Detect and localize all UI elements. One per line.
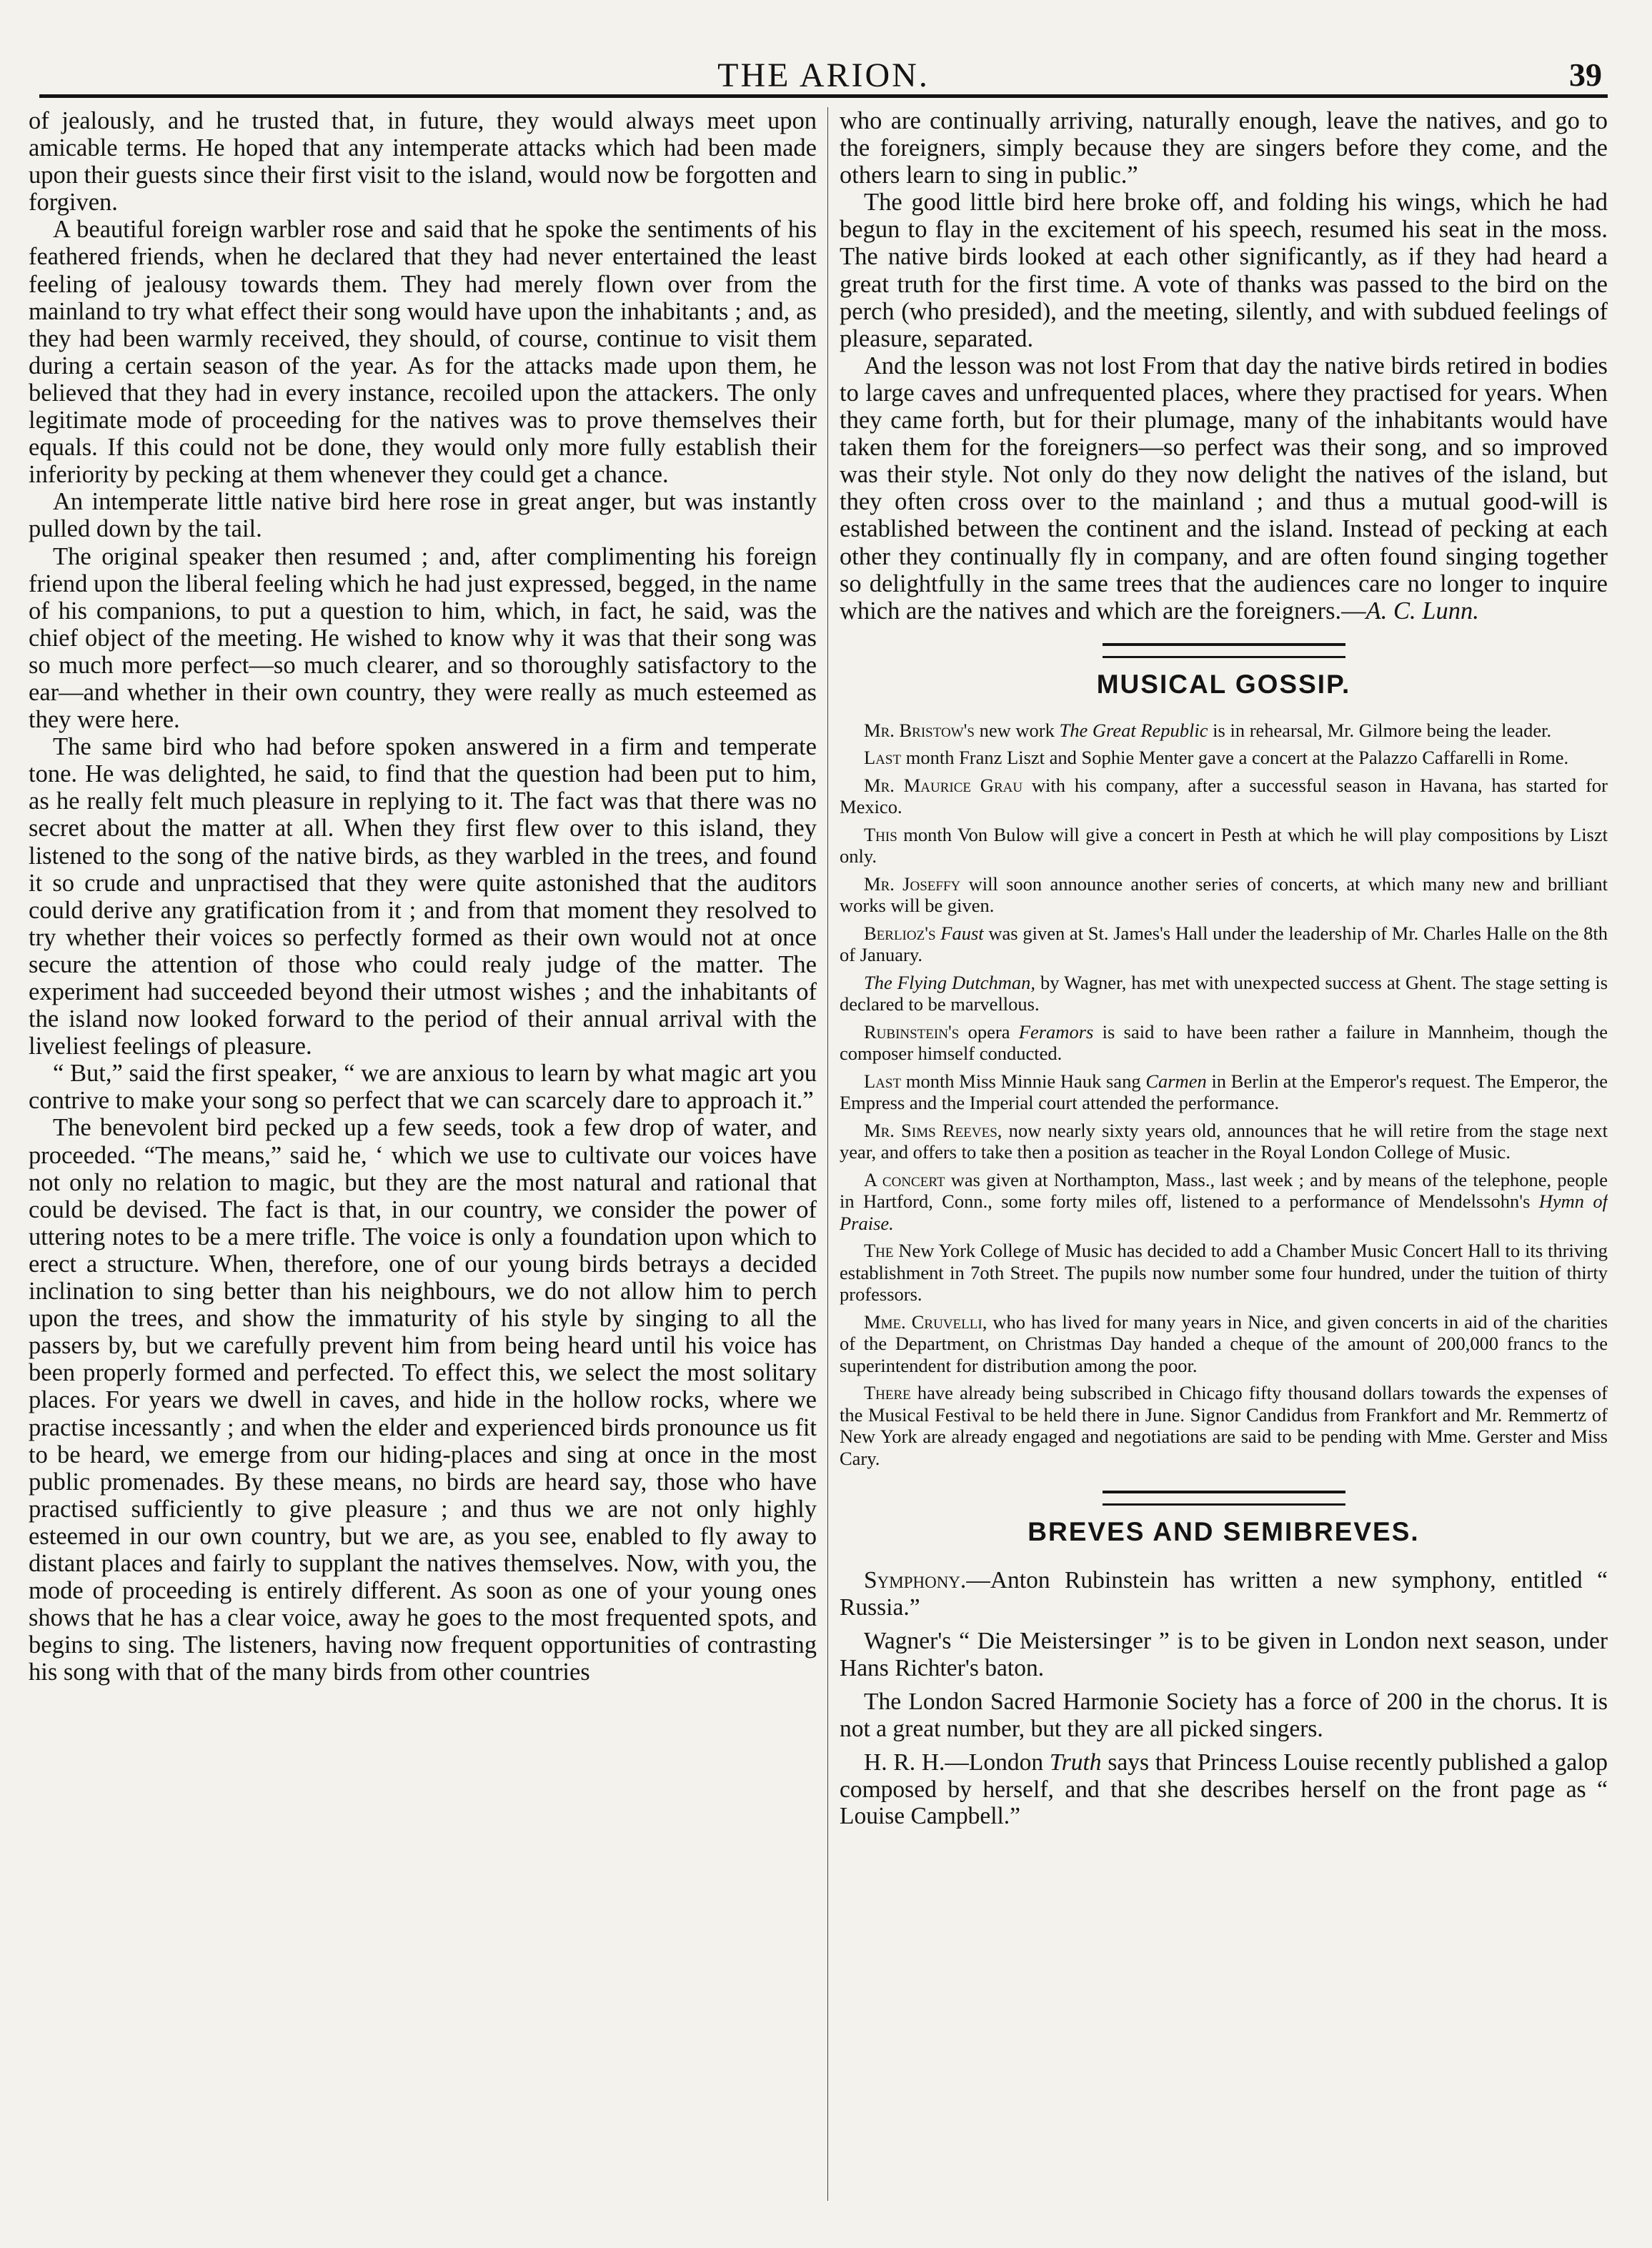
- page-header: [39, 43, 1608, 93]
- gossip-item-text: with his company, after a successful season in Havana, has started for Mexico.: [840, 774, 1608, 818]
- story-paragraph: who are continually arriving, naturally enough, leave the natives, and go to the foreigners, simply because they are singers before they come, and the others learn to sing in public.”: [840, 107, 1608, 189]
- gossip-item-text: New York College of Music has decided to add a Chamber Music Concert Hall to its thriving establishment in 7oth Street. The pupils now number some four hundred, under the tuition of thirty professors.: [840, 1240, 1608, 1305]
- gossip-item: [840, 824, 1608, 867]
- breves-heading: BREVES AND SEMIBREVES.: [1027, 1517, 1420, 1547]
- gossip-item-lead: There: [864, 1382, 911, 1404]
- story-paragraph: The benevolent bird pecked up a few seeds, took a few drop of water, and proceeded. “The means,” said he, ‘ which we use to cultivate our voices have not only no relation to magic, but they are the most natural and rational that could be devised. The fact is that, in our country, we consider the power of uttering notes to be a mere trifle. The voice is only a foundation upon which to erect a structure. When, therefore, one of our young birds betrays a decided inclination to sing better than his neighbours, we do not allow him to perch upon the trees, and show the immaturity of his style by singing to all the passers by, but we carefully prevent him from being heard until his voice has been properly formed and perfected. To effect this, we select the most solitary places. For years we dwell in caves, and hide in the hollow rocks, where we practise incessantly ; and when the elder and experienced birds pronounce us fit to be heard, we emerge from our hiding-places and sing at once in the most public promenades. By these means, no birds are heard say, those who have practised sufficiently to give pleasure ; and thus we are not only highly esteemed in our own country, but we are, as you see, enabled to fly away to distant places and fairly to supplant the natives themselves. Now, with you, the mode of proceeding is entirely different. As soon as one of your young ones shows that he has a clear voice, away he goes to the most frequented spots, and begins to sing. The listeners, having now frequent opportunities of contrasting his song with that of the many birds from other countries: [29, 1114, 817, 1686]
- breves-item: [840, 1689, 1608, 1742]
- gossip-item-text: opera: [959, 1020, 1019, 1043]
- gossip-item-lead: Mme. Cruvelli,: [864, 1310, 987, 1333]
- story-paragraph: The same bird who had before spoken answered in a firm and temperate tone. He was delighted, he said, to find that the question had been put to him, as he really felt much pleasure in replying to it. The fact was that there was no secret about the matter at all. When they first flew over to this island, they listened to the song of the native birds, as they warbled in the trees, and found it so crude and unpractised that they were quite astonished that the auditors could derive any gratification from it ; and from that moment they resolved to try whether their voices so perfectly formed as their own would not at once secure the attention of those who could realy judge of the matter. The experiment had succeeded beyond their utmost wishes ; and the inhabitants of the island now looked forward to the period of their annual arrival with the liveliest feelings of pleasure.: [29, 733, 817, 1060]
- gossip-item: [840, 1021, 1608, 1065]
- gossip-item-italic: The Great Republic: [1059, 719, 1208, 741]
- right-column: [840, 107, 1608, 2208]
- gossip-item-lead: Mr. Bristow's: [864, 719, 975, 741]
- page-number: 39: [1569, 56, 1602, 93]
- gossip-item-lead: A concert: [864, 1168, 945, 1190]
- story-paragraph: The good little bird here broke off, and folding his wings, which he had begun to flay in the excitement of his speech, resumed his seat in the moss. The native birds looked at each other significantly, as if they had heard a great truth for the first time. A vote of thanks was passed to the bird on the perch (who presided), and the meeting, silently, and with subdued feelings of pleasure, separated.: [840, 189, 1608, 352]
- gossip-item-italic: The Flying Dutchman,: [864, 971, 1036, 993]
- gossip-item: [840, 1120, 1608, 1163]
- gossip-item: [840, 1382, 1608, 1469]
- gossip-item-text: was given at Northampton, Mass., last week ; and by means of the telephone, people in Hartford, Conn., some forty miles off, listened to a performance of Mendelssohn's: [840, 1168, 1608, 1213]
- gossip-item: [840, 775, 1608, 818]
- gossip-item-lead: The: [864, 1240, 894, 1262]
- gossip-item-tail: is in rehearsal, Mr. Gilmore being the leader.: [1208, 719, 1552, 741]
- gossip-item-italic: Hymn of Praise.: [840, 1190, 1608, 1234]
- gossip-item-lead: This: [864, 823, 897, 845]
- gossip-item-lead: Last: [864, 1070, 902, 1092]
- gossip-item-tail: was given at St. James's Hall under the leadership of Mr. Charles Halle on the 8th of January.: [840, 922, 1608, 966]
- gossip-item-lead: Mr. Maurice Grau: [864, 774, 1023, 796]
- story-paragraph: The original speaker then resumed ; and, after complimenting his foreign friend upon the liberal feeling which he had just expressed, begged, in the name of his companions, to put a question to him, which, in fact, he said, was the chief object of the meeting. He wished to know why it was that their song was so much more perfect—so much clearer, and so thoroughly satisfactory to the ear—and whether in their own country, they were really as much esteemed as they were here.: [29, 542, 817, 734]
- breves-item-text: H. R. H.—London: [864, 1749, 1050, 1776]
- breves-item: [840, 1749, 1608, 1830]
- running-title: THE ARION.: [717, 56, 930, 94]
- gossip-item-italic: Faust: [940, 922, 984, 944]
- gossip-item-tail: in Berlin at the Emperor's request. The Emperor, the Empress and the Imperial court attended the performance.: [840, 1070, 1608, 1114]
- gossip-item-text: month Von Bulow will give a concert in Pesth at which he will play compositions by Liszt only.: [840, 823, 1608, 867]
- section-divider: [1103, 1491, 1345, 1506]
- gossip-item: [840, 873, 1608, 917]
- gossip-item: [840, 747, 1608, 769]
- gossip-item-text: have already being subscribed in Chicago fifty thousand dollars towards the expenses of the Musical Festival to be held there in June. Signor Candidus from Frankfort and Mr. Remmertz of New York are already engaged and negotiations are said to be pending with Mme. Gerster and Miss Cary.: [840, 1382, 1608, 1469]
- breves-item-text: —Anton Rubinstein has written a new symphony, entitled “ Russia.”: [840, 1567, 1608, 1621]
- gossip-item-italic: Feramors: [1018, 1020, 1094, 1043]
- breves-item-tail: says that Princess Louise recently published a galop composed by herself, and that she describes herself on the front page as “ Louise Campbell.”: [840, 1749, 1608, 1830]
- gossip-item: [840, 1169, 1608, 1235]
- header-rule: [39, 94, 1608, 98]
- breves-item-italic: Truth: [1049, 1749, 1102, 1776]
- gossip-item-text: now nearly sixty years old, announces that he will retire from the stage next year, and offers to take then a position as teacher in the Royal London College of Music.: [840, 1119, 1608, 1163]
- breves-item-text: Wagner's “ Die Meistersinger ” is to be given in London next season, under Hans Richter's baton.: [840, 1628, 1608, 1681]
- gossip-item-tail: by Wagner, has met with unexpected success at Ghent. The stage setting is declared to be marvellous.: [840, 971, 1608, 1015]
- breves-item-text: The London Sacred Harmonie Society has a force of 200 in the chorus. It is not a great number, but they are all picked singers.: [840, 1689, 1608, 1742]
- story-paragraph: A beautiful foreign warbler rose and said that he spoke the sentiments of his feathered friends, when he declared that they had never entertained the least feeling of jealousy towards them. They had merely flown over from the mainland to try what effect their song would have upon the inhabitants ; and, as they had been warmly received, they should, of course, continue to visit them during a certain season of the year. As for the attacks made upon them, he believed that they had in every instance, recoiled upon the attackers. The only legitimate mode of proceeding for the natives was to prove themselves their equals. If this could not be done, they would only more fully establish their inferiority by pecking at them whenever they could get a chance.: [29, 216, 817, 489]
- breves-item: [840, 1628, 1608, 1681]
- gossip-item: [840, 972, 1608, 1015]
- column-rule: [827, 107, 828, 2201]
- author-byline: A. C. Lunn.: [1365, 597, 1479, 625]
- gossip-item: [840, 1070, 1608, 1114]
- gossip-item: [840, 922, 1608, 966]
- gossip-item-tail: is said to have been rather a failure in Mannheim, though the composer himself conducted.: [840, 1020, 1608, 1065]
- breves-list: [840, 1567, 1608, 1830]
- story-paragraph: [840, 352, 1608, 625]
- story-paragraph: “ But,” said the first speaker, “ we are anxious to learn by what magic art you contrive to make your song so perfect that we can scarcely dare to approach it.”: [29, 1060, 817, 1115]
- gossip-item-text: who has lived for many years in Nice, and given concerts in aid of the charities of the Department, on Christmas Day handed a cheque of the amount of 200,000 francs to the superintendent for distribution among the poor.: [840, 1310, 1608, 1376]
- gossip-item-lead: Mr. Joseffy: [864, 872, 961, 895]
- section-divider: [1103, 643, 1345, 658]
- musical-gossip-list: [840, 720, 1608, 1470]
- breves-item-lead: Symphony.: [864, 1567, 967, 1594]
- gossip-item: [840, 1311, 1608, 1377]
- left-column: [29, 107, 817, 2208]
- gossip-item-italic: Carmen: [1145, 1070, 1207, 1092]
- gossip-item-text: new work: [975, 719, 1060, 741]
- story-closing-text: And the lesson was not lost From that day the native birds retired in bodies to large caves and unfrequented places, where they practised for years. When they came forth, but for their plumage, many of the inhabitants would have taken them for the foreigners—so perfect was their song, and so improved was their style. Not only do they now delight the natives of the island, but they often cross over to the mainland ; and thus a mutual good-will is established between the continent and the island. Instead of pecking at each other they continually fly in company, and are often found singing together so delightfully in the same trees that the audiences care no longer to inquire which are the natives and which are the foreigners.—: [840, 352, 1608, 625]
- gossip-item-lead: Last: [864, 747, 902, 769]
- gossip-item-text: month Franz Liszt and Sophie Menter gave a concert at the Palazzo Caffarelli in Rome.: [901, 747, 1569, 769]
- gossip-item-lead: Rubinstein's: [864, 1020, 960, 1043]
- gossip-item-text: will soon announce another series of concerts, at which many new and brilliant works will be given.: [840, 872, 1608, 917]
- story-paragraph: An intemperate little native bird here rose in great anger, but was instantly pulled down by the tail.: [29, 488, 817, 543]
- gossip-item: [840, 1240, 1608, 1305]
- gossip-item-lead: Berlioz's: [864, 922, 936, 944]
- gossip-item-text: month Miss Minnie Hauk sang: [901, 1070, 1146, 1092]
- breves-item: [840, 1567, 1608, 1621]
- musical-gossip-heading: MUSICAL GOSSIP.: [1096, 669, 1351, 699]
- gossip-item: [840, 720, 1608, 742]
- story-paragraph: of jealously, and he trusted that, in future, they would always meet upon amicable terms. He hoped that any intemperate attacks which had been made upon their guests since their first visit to the island, would now be forgotten and forgiven.: [29, 107, 817, 217]
- gossip-item-lead: Mr. Sims Reeves,: [864, 1119, 1002, 1141]
- story-continuation: [840, 107, 1608, 625]
